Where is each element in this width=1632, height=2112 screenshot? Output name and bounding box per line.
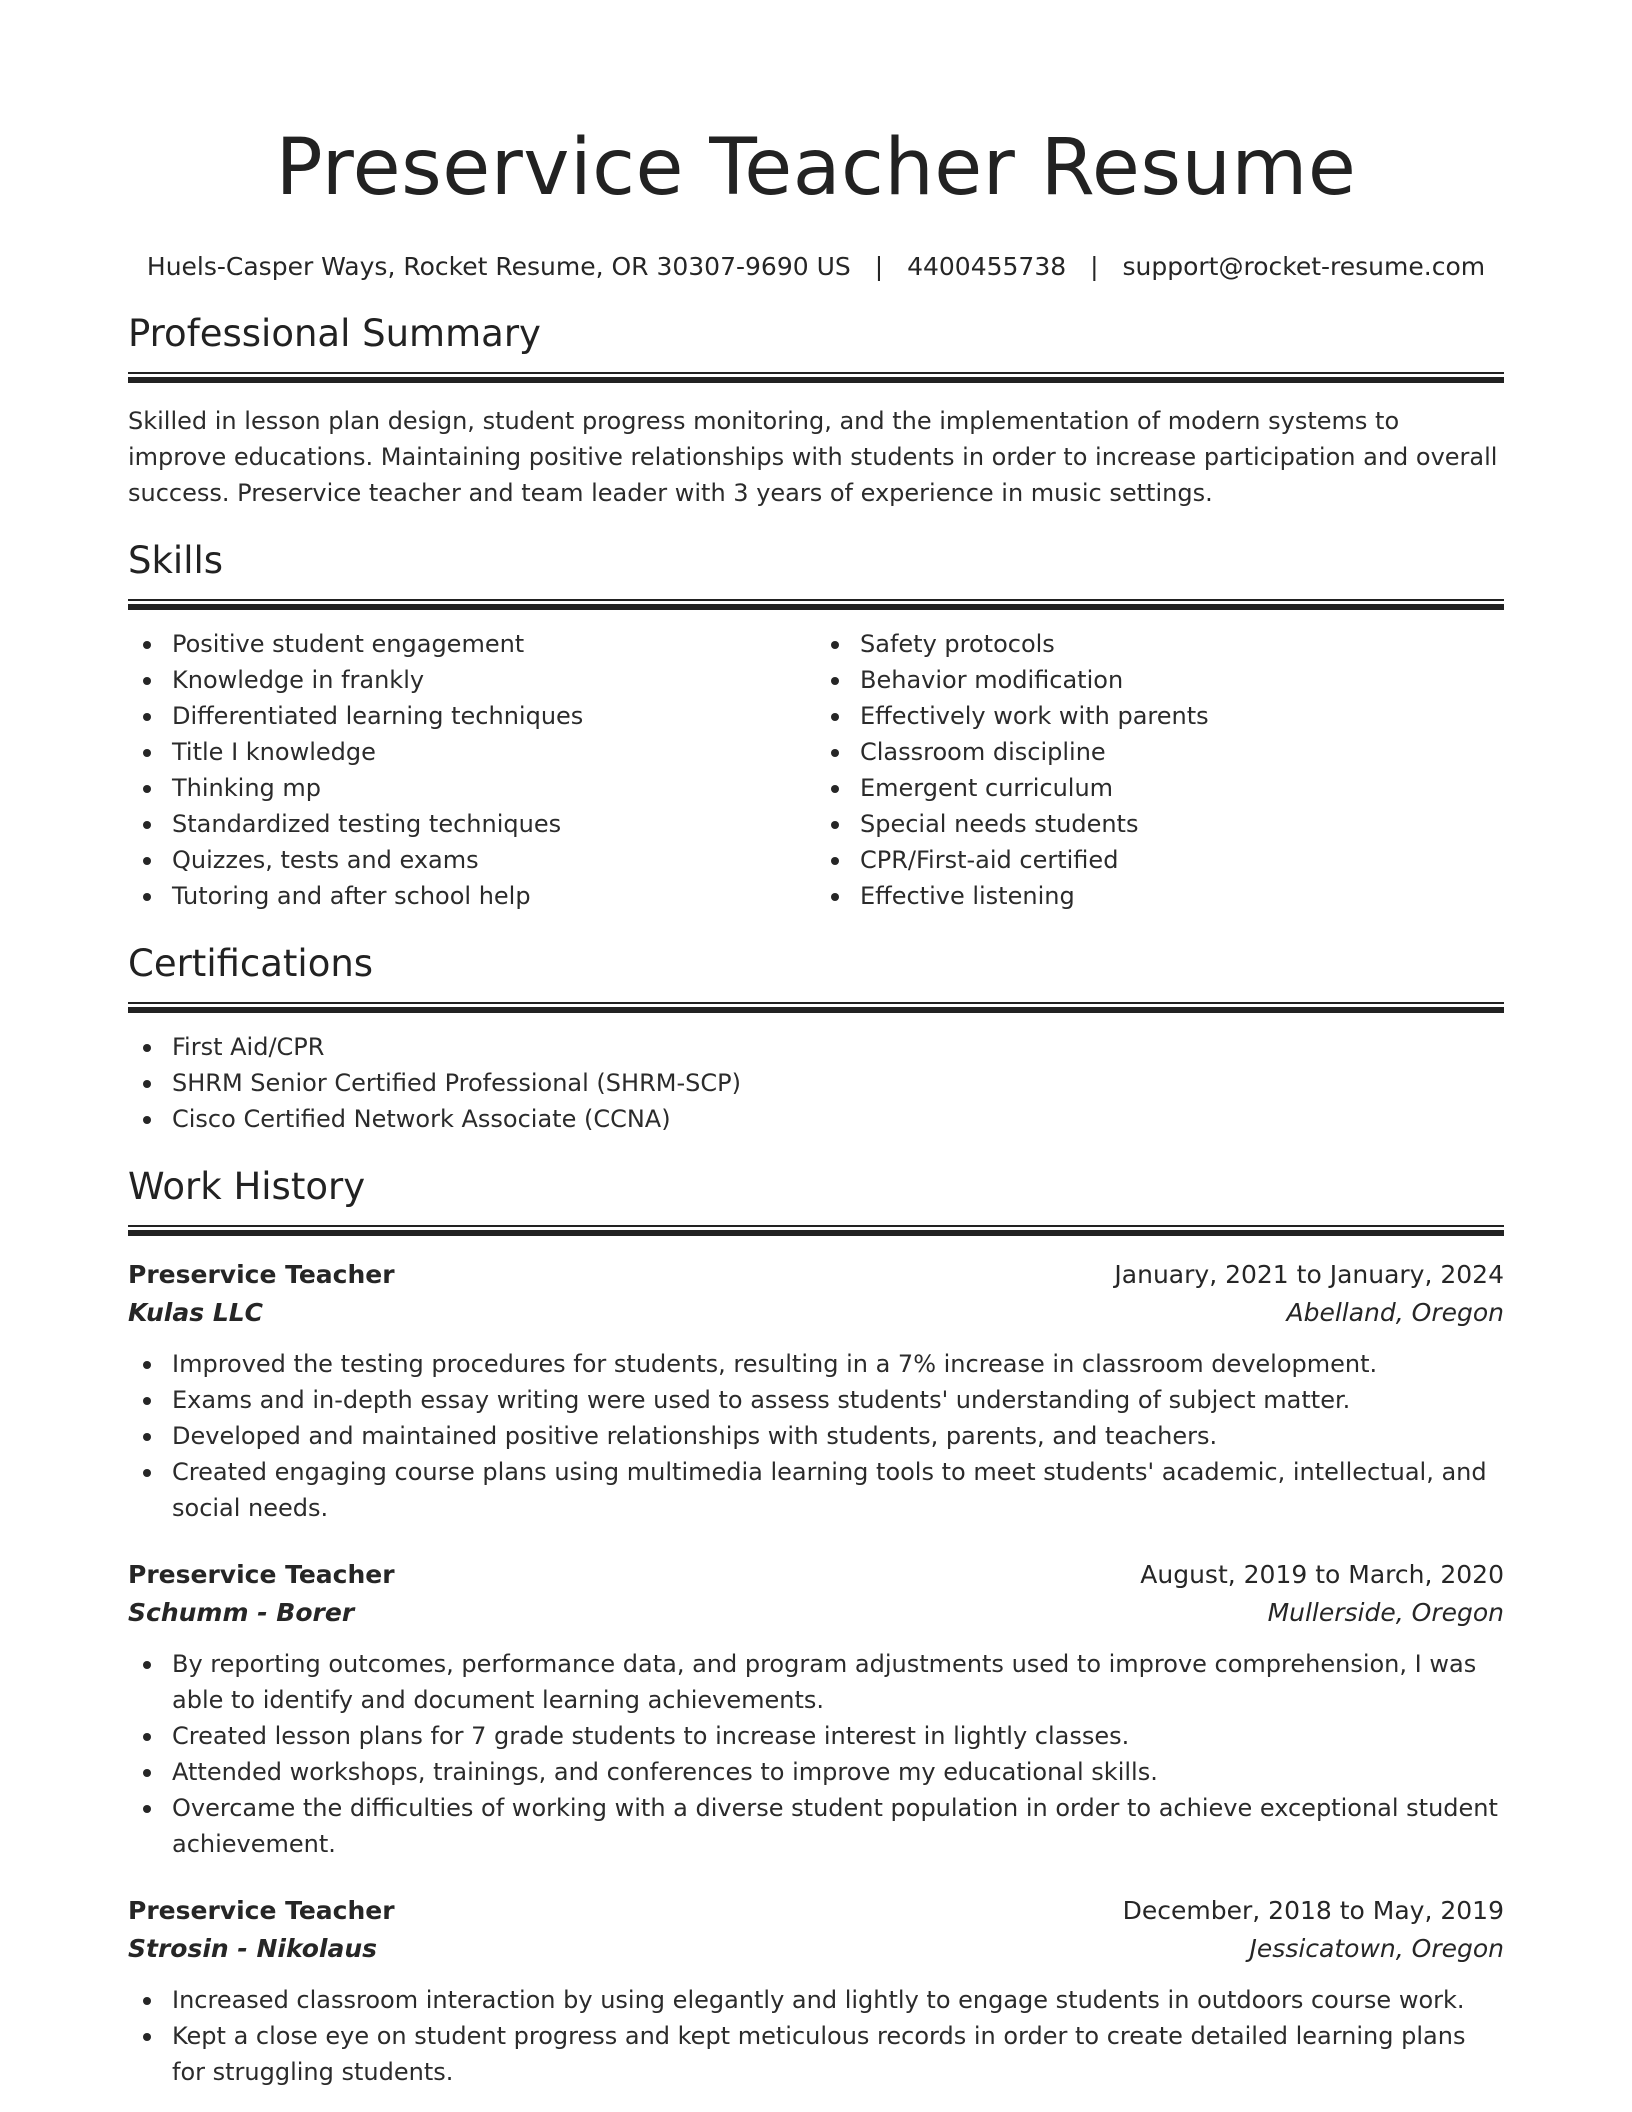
contact-email: support@rocket-resume.com — [1122, 252, 1486, 281]
job-company-row — [128, 1930, 1504, 1968]
skill-item: Behavior modification — [816, 662, 1504, 698]
job-header-row — [128, 1892, 1504, 1930]
skill-item: Differentiated learning techniques — [128, 698, 816, 734]
contact-phone: 4400455738 — [907, 252, 1067, 281]
job-bullet: Created engaging course plans using multimedia learning tools to meet students' academic, intellectual, and social needs. — [128, 1454, 1504, 1526]
job-bullets — [128, 1346, 1504, 1526]
skill-item: Quizzes, tests and exams — [128, 842, 816, 878]
summary-section — [128, 310, 1504, 511]
section-divider — [128, 599, 1504, 610]
summary-heading: Professional Summary — [128, 312, 541, 355]
skill-item: Special needs students — [816, 806, 1504, 842]
job-company: Strosin - Nikolaus — [128, 1934, 378, 1963]
certification-item: First Aid/CPR — [128, 1029, 1504, 1065]
skill-item: Title I knowledge — [128, 734, 816, 770]
certifications-section — [128, 940, 1504, 1137]
certifications-heading: Certifications — [128, 942, 374, 985]
job-entry — [128, 1556, 1504, 1862]
skill-item: Standardized testing techniques — [128, 806, 816, 842]
contact-separator: | — [1090, 252, 1099, 281]
job-company: Schumm - Borer — [128, 1598, 355, 1627]
job-location: Abelland, Oregon — [1286, 1298, 1504, 1327]
work-history-section — [128, 1163, 1504, 2090]
job-bullet: By reporting outcomes, performance data, and program adjustments used to improve comprehension, I was able to identify and document learning achievements. — [128, 1646, 1504, 1718]
skills-list-right — [816, 626, 1504, 914]
job-bullet: Overcame the difficulties of working with a diverse student population in order to achieve exceptional student achievement. — [128, 1790, 1504, 1862]
skill-item: Effectively work with parents — [816, 698, 1504, 734]
certifications-list — [128, 1029, 1504, 1137]
job-title: Preservice Teacher — [128, 1260, 395, 1289]
skill-item: Emergent curriculum — [816, 770, 1504, 806]
skill-item: Classroom discipline — [816, 734, 1504, 770]
job-bullet: Increased classroom interaction by using elegantly and lightly to engage students in outdoors course work. — [128, 1982, 1504, 2018]
skills-grid — [128, 626, 1504, 914]
section-divider — [128, 372, 1504, 383]
job-bullet: Exams and in-depth essay writing were used to assess students' understanding of subject matter. — [128, 1382, 1504, 1418]
job-dates: August, 2019 to March, 2020 — [1140, 1560, 1504, 1589]
job-entry — [128, 1256, 1504, 1526]
contact-line — [128, 250, 1504, 284]
job-title: Preservice Teacher — [128, 1896, 395, 1925]
skill-item: Tutoring and after school help — [128, 878, 816, 914]
skill-item: CPR/First-aid certified — [816, 842, 1504, 878]
summary-text: Skilled in lesson plan design, student progress monitoring, and the implementation of modern systems to improve educations. Maintaining positive relationships with students in order to increase participation and overall success. Preservice teacher and team leader with 3 years of experience in music settings. — [128, 407, 1498, 507]
skill-item: Safety protocols — [816, 626, 1504, 662]
job-bullet: Kept a close eye on student progress and kept meticulous records in order to create detailed learning plans for struggling students. — [128, 2018, 1504, 2090]
job-entry — [128, 1892, 1504, 2090]
job-bullet: Improved the testing procedures for students, resulting in a 7% increase in classroom development. — [128, 1346, 1504, 1382]
skills-list-left — [128, 626, 816, 914]
contact-address: Huels-Casper Ways, Rocket Resume, OR 30307-9690 US — [146, 252, 851, 281]
skill-item: Positive student engagement — [128, 626, 816, 662]
skills-section — [128, 537, 1504, 914]
job-bullets — [128, 1646, 1504, 1862]
job-bullet: Created lesson plans for 7 grade students to increase interest in lightly classes. — [128, 1718, 1504, 1754]
skill-item: Knowledge in frankly — [128, 662, 816, 698]
job-header-row — [128, 1256, 1504, 1294]
skills-heading: Skills — [128, 539, 224, 582]
certification-item: Cisco Certified Network Associate (CCNA) — [128, 1101, 1504, 1137]
certification-item: SHRM Senior Certified Professional (SHRM-SCP) — [128, 1065, 1504, 1101]
job-bullets — [128, 1982, 1504, 2090]
resume-title: Preservice Teacher Resume — [275, 123, 1357, 213]
job-location: Jessicatown, Oregon — [1249, 1934, 1504, 1963]
job-dates: December, 2018 to May, 2019 — [1122, 1896, 1504, 1925]
job-company-row — [128, 1294, 1504, 1332]
section-divider — [128, 1225, 1504, 1236]
contact-separator: | — [874, 252, 884, 281]
job-header-row — [128, 1556, 1504, 1594]
job-bullet: Attended workshops, trainings, and conferences to improve my educational skills. — [128, 1754, 1504, 1790]
job-location: Mullerside, Oregon — [1267, 1598, 1504, 1627]
work-history-heading: Work History — [128, 1165, 366, 1208]
skill-item: Effective listening — [816, 878, 1504, 914]
job-company-row — [128, 1594, 1504, 1632]
job-title: Preservice Teacher — [128, 1560, 395, 1589]
job-dates: January, 2021 to January, 2024 — [1114, 1260, 1504, 1289]
section-divider — [128, 1002, 1504, 1013]
skill-item: Thinking mp — [128, 770, 816, 806]
job-company: Kulas LLC — [128, 1298, 264, 1327]
job-bullet: Developed and maintained positive relationships with students, parents, and teachers. — [128, 1418, 1504, 1454]
